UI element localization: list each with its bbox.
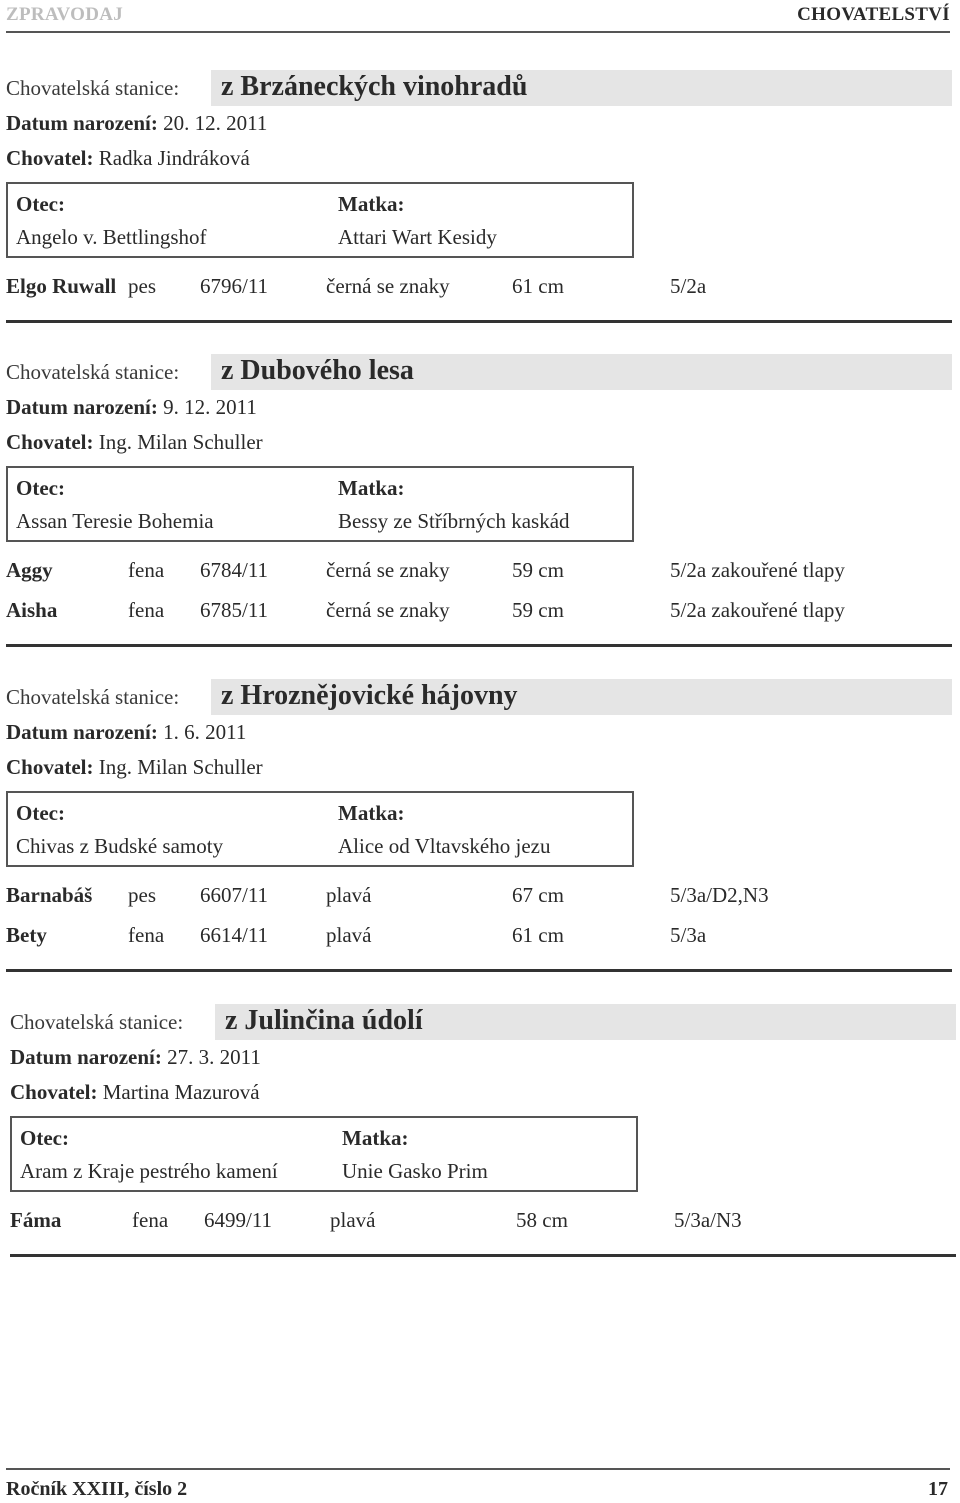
dog-note: 5/3a/D2,N3 xyxy=(670,883,769,907)
footer-divider xyxy=(6,1468,950,1470)
breeder-value: Ing. Milan Schuller xyxy=(98,430,263,454)
breeder-line xyxy=(10,1075,956,1110)
litter-section xyxy=(6,679,952,972)
dog-registration: 6607/11 xyxy=(200,883,269,907)
station-name-box xyxy=(211,70,952,106)
parents-box xyxy=(6,466,634,542)
dog-note: 5/2a xyxy=(670,274,707,298)
birth-date-value: 20. 12. 2011 xyxy=(163,111,268,135)
father-name: Chivas z Budské samoty xyxy=(16,834,224,858)
father-name: Angelo v. Bettlingshof xyxy=(16,225,207,249)
birth-date-line xyxy=(10,1040,956,1075)
footer-issue: Ročník XXIII, číslo 2 xyxy=(6,1478,188,1500)
mother-label: Matka: xyxy=(338,476,405,500)
station-label: Chovatelská stanice: xyxy=(10,1010,184,1034)
breeder-line xyxy=(6,425,952,460)
dog-name: Bety xyxy=(6,923,47,947)
section-divider xyxy=(6,320,952,323)
dog-name: Barnabáš xyxy=(6,883,93,907)
dog-height: 61 cm xyxy=(512,274,564,298)
dog-color: plavá xyxy=(330,1208,376,1232)
birth-date-value: 1. 6. 2011 xyxy=(163,720,247,744)
dog-height: 58 cm xyxy=(516,1208,568,1232)
station-label: Chovatelská stanice: xyxy=(6,360,180,384)
dog-color: černá se znaky xyxy=(326,598,450,622)
litter-section xyxy=(6,354,952,647)
dog-name: Aisha xyxy=(6,598,58,622)
station-row xyxy=(6,70,952,106)
litter-section xyxy=(10,1004,956,1257)
mother-block xyxy=(338,188,497,254)
breeder-line xyxy=(6,141,952,176)
dog-color: černá se znaky xyxy=(326,274,450,298)
station-row xyxy=(6,679,952,715)
mother-block xyxy=(342,1122,488,1188)
father-label: Otec: xyxy=(16,801,65,825)
breeder-line xyxy=(6,750,952,785)
header-magazine-title: ZPRAVODAJ xyxy=(6,4,124,25)
litter-section xyxy=(6,70,952,323)
breeder-label: Chovatel: xyxy=(10,1080,98,1104)
breeder-value: Martina Mazurová xyxy=(102,1080,260,1104)
dog-color: plavá xyxy=(326,923,372,947)
dog-row xyxy=(6,268,952,308)
dog-row xyxy=(6,592,952,632)
father-label: Otec: xyxy=(16,476,65,500)
station-name: z Julinčina údolí xyxy=(225,1005,423,1036)
dog-sex: fena xyxy=(132,1208,169,1232)
dog-name: Elgo Ruwall xyxy=(6,274,117,298)
dog-color: černá se znaky xyxy=(326,558,450,582)
station-label: Chovatelská stanice: xyxy=(6,76,180,100)
dog-note: 5/3a xyxy=(670,923,707,947)
birth-date-value: 27. 3. 2011 xyxy=(167,1045,261,1069)
birth-date-label: Datum narození: xyxy=(10,1045,162,1069)
father-block xyxy=(16,188,207,254)
parents-box xyxy=(6,182,634,258)
dog-name: Aggy xyxy=(6,558,53,582)
mother-block xyxy=(338,472,570,538)
header-divider xyxy=(6,31,950,33)
station-name-box xyxy=(215,1004,956,1040)
station-row xyxy=(6,354,952,390)
dog-sex: fena xyxy=(128,598,165,622)
station-row xyxy=(10,1004,956,1040)
dog-sex: pes xyxy=(128,274,156,298)
station-name: z Dubového lesa xyxy=(221,355,414,386)
dog-registration: 6785/11 xyxy=(200,598,269,622)
breeder-label: Chovatel: xyxy=(6,146,94,170)
dog-height: 59 cm xyxy=(512,598,564,622)
father-block xyxy=(20,1122,278,1188)
breeder-label: Chovatel: xyxy=(6,755,94,779)
dog-note: 5/2a zakouřené tlapy xyxy=(670,558,845,582)
dog-row xyxy=(6,917,952,957)
dog-height: 67 cm xyxy=(512,883,564,907)
breeder-label: Chovatel: xyxy=(6,430,94,454)
station-label: Chovatelská stanice: xyxy=(6,685,180,709)
father-block xyxy=(16,472,214,538)
dog-note: 5/3a/N3 xyxy=(674,1208,742,1232)
dog-registration: 6784/11 xyxy=(200,558,269,582)
mother-name: Alice od Vltavského jezu xyxy=(338,834,551,858)
section-divider xyxy=(6,644,952,647)
dog-registration: 6614/11 xyxy=(200,923,269,947)
father-name: Assan Teresie Bohemia xyxy=(16,509,214,533)
father-name: Aram z Kraje pestrého kamení xyxy=(20,1159,278,1183)
station-name: z Brzáneckých vinohradů xyxy=(221,71,528,102)
mother-name: Unie Gasko Prim xyxy=(342,1159,488,1183)
birth-date-line xyxy=(6,106,952,141)
dog-row xyxy=(6,877,952,917)
dog-height: 61 cm xyxy=(512,923,564,947)
mother-label: Matka: xyxy=(338,192,405,216)
mother-name: Bessy ze Stříbrných kaskád xyxy=(338,509,570,533)
birth-date-label: Datum narození: xyxy=(6,111,158,135)
page-number: 17 xyxy=(928,1478,948,1500)
dog-color: plavá xyxy=(326,883,372,907)
dog-note: 5/2a zakouřené tlapy xyxy=(670,598,845,622)
birth-date-line xyxy=(6,390,952,425)
dog-row xyxy=(6,552,952,592)
parents-box xyxy=(10,1116,638,1192)
dog-sex: fena xyxy=(128,558,165,582)
breeder-value: Radka Jindráková xyxy=(98,146,250,170)
section-divider xyxy=(6,969,952,972)
header-section-title: CHOVATELSTVÍ xyxy=(797,4,950,25)
father-block xyxy=(16,797,223,863)
birth-date-value: 9. 12. 2011 xyxy=(163,395,257,419)
dog-sex: pes xyxy=(128,883,156,907)
station-name-box xyxy=(211,354,952,390)
dog-row xyxy=(10,1202,956,1242)
father-label: Otec: xyxy=(20,1126,69,1150)
birth-date-label: Datum narození: xyxy=(6,720,158,744)
station-name: z Hroznějovické hájovny xyxy=(221,680,518,711)
dog-sex: fena xyxy=(128,923,165,947)
mother-label: Matka: xyxy=(338,801,405,825)
breeder-value: Ing. Milan Schuller xyxy=(98,755,263,779)
mother-block xyxy=(338,797,550,863)
parents-box xyxy=(6,791,634,867)
father-label: Otec: xyxy=(16,192,65,216)
birth-date-label: Datum narození: xyxy=(6,395,158,419)
dog-height: 59 cm xyxy=(512,558,564,582)
mother-name: Attari Wart Kesidy xyxy=(338,225,497,249)
station-name-box xyxy=(211,679,952,715)
birth-date-line xyxy=(6,715,952,750)
dog-registration: 6796/11 xyxy=(200,274,269,298)
dog-name: Fáma xyxy=(10,1208,62,1232)
dog-registration: 6499/11 xyxy=(204,1208,273,1232)
section-divider xyxy=(10,1254,956,1257)
mother-label: Matka: xyxy=(342,1126,409,1150)
